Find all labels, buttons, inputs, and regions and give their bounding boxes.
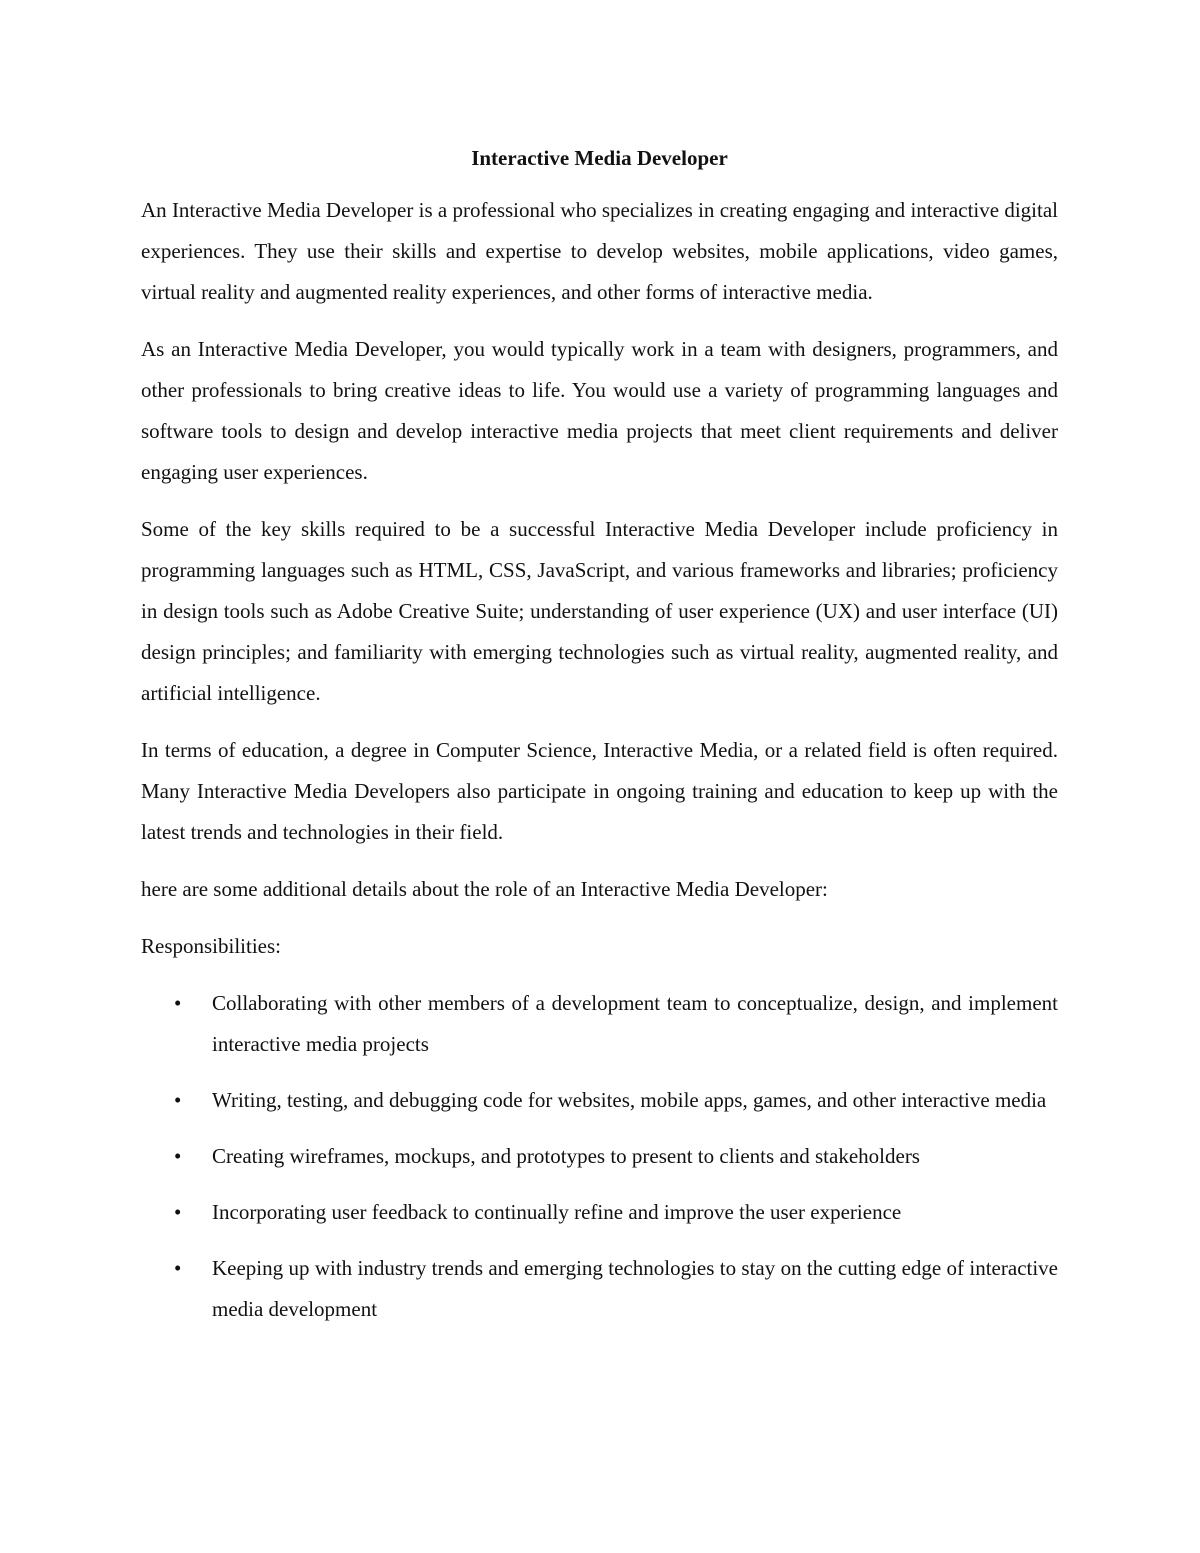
list-item-text: Collaborating with other members of a development team to conceptualize, design, and implement interactive media projects bbox=[212, 991, 1058, 1056]
page-title: Interactive Media Developer bbox=[471, 146, 728, 170]
paragraph-intro: An Interactive Media Developer is a professional who specializes in creating engaging and interactive digital experiences. They use their skills and expertise to develop websites, mobile applications, video games, virtual reality and augmented reality experiences, and other forms of interactive media. bbox=[141, 198, 1058, 304]
list-item-text: Creating wireframes, mockups, and prototypes to present to clients and stakeholders bbox=[212, 1144, 920, 1168]
list-item bbox=[141, 1136, 1058, 1177]
bullet-icon: • bbox=[174, 991, 182, 1015]
paragraph-teamwork: As an Interactive Media Developer, you would typically work in a team with designers, programmers, and other professionals to bring creative ideas to life. You would use a variety of programming languages and software tools to design and develop interactive media projects that meet client requirements and deliver engaging user experiences. bbox=[141, 337, 1058, 484]
list-item bbox=[141, 983, 1058, 1065]
paragraph-skills: Some of the key skills required to be a successful Interactive Media Developer include proficiency in programming languages such as HTML, CSS, JavaScript, and various frameworks and libraries; proficiency in design tools such as Adobe Creative Suite; understanding of user experience (UX) and user interface (UI) design principles; and familiarity with emerging technologies such as virtual reality, augmented reality, and artificial intelligence. bbox=[141, 517, 1058, 705]
list-item-text: Writing, testing, and debugging code for websites, mobile apps, games, and other interactive media bbox=[212, 1088, 1047, 1112]
bullet-icon: • bbox=[174, 1256, 182, 1280]
bullet-icon: • bbox=[174, 1088, 182, 1112]
list-item-text: Keeping up with industry trends and emerging technologies to stay on the cutting edge of interactive media development bbox=[212, 1256, 1058, 1321]
bullet-icon: • bbox=[174, 1144, 182, 1168]
paragraph-education: In terms of education, a degree in Computer Science, Interactive Media, or a related field is often required. Many Interactive Media Developers also participate in ongoing training and education to keep up with the latest trends and technologies in their field. bbox=[141, 738, 1058, 844]
paragraph-additional-details: here are some additional details about the role of an Interactive Media Developer: bbox=[141, 877, 828, 901]
responsibilities-heading: Responsibilities: bbox=[141, 934, 282, 958]
document-body bbox=[141, 138, 1058, 1345]
list-item bbox=[141, 1248, 1058, 1330]
list-item bbox=[141, 1192, 1058, 1233]
list-item-text: Incorporating user feedback to continually refine and improve the user experience bbox=[212, 1200, 902, 1224]
responsibilities-list bbox=[141, 983, 1058, 1330]
list-item bbox=[141, 1080, 1058, 1121]
bullet-icon: • bbox=[174, 1200, 182, 1224]
